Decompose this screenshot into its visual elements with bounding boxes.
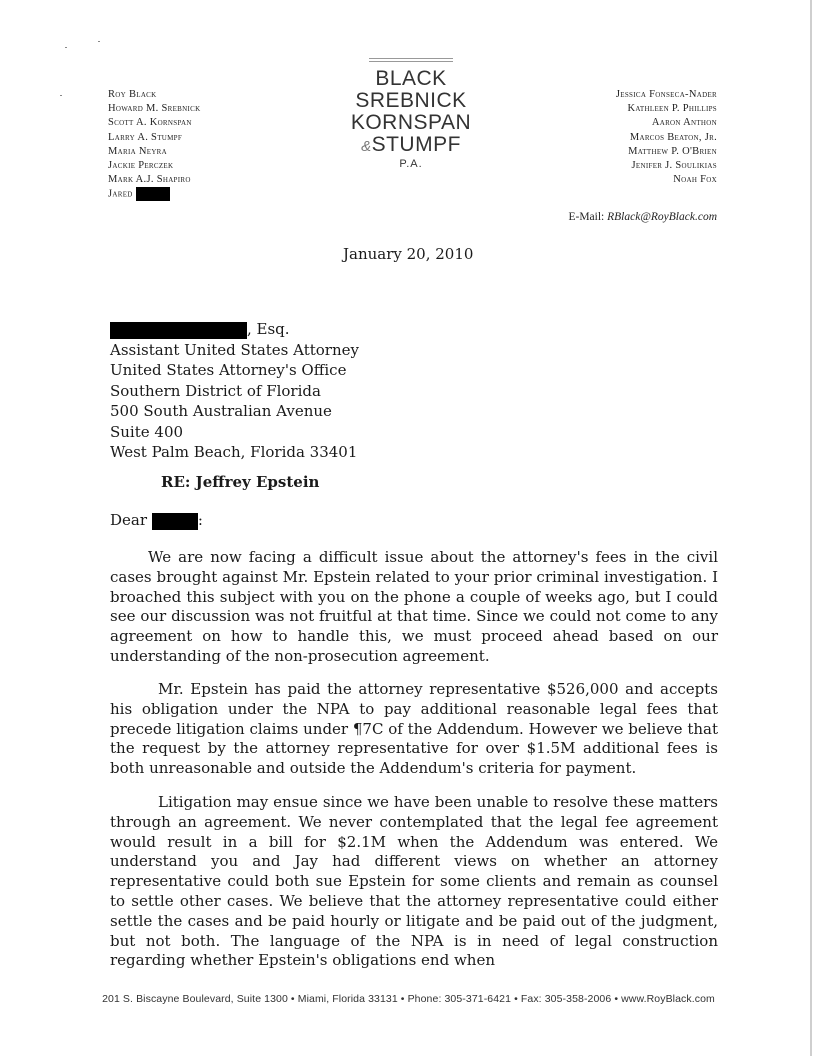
partner-name: Roy Black: [108, 89, 157, 100]
salutation-suffix: :: [197, 511, 203, 529]
partner-name: Jessica Fonseca-Nader: [615, 89, 717, 100]
address-line: Southern District of Florida: [110, 381, 321, 400]
body-paragraph: [110, 548, 718, 667]
subject-line: RE: Jeffrey Epstein: [161, 473, 320, 491]
paragraph-text: Mr. Epstein has paid the attorney representative $526,000 and accepts his obligation under the NPA to pay additional reasonable legal fees that precede litigation claims under ¶7C of the Addendum. However we believe that the request by the attorney representative for over $1.5M additional fees is both unreasonable and outside the Addendum's criteria for payment.: [110, 680, 718, 778]
logo-word: SREBNICK: [355, 89, 467, 112]
partners-right-column: [616, 88, 717, 187]
partner-name: Aaron Anthon: [651, 117, 717, 129]
redaction-box: [110, 322, 247, 339]
recipient-suffix: , Esq.: [247, 320, 290, 338]
address-line: West Palm Beach, Florida 33401: [110, 443, 358, 461]
logo-ampersand: &: [361, 138, 372, 155]
scan-speck: [98, 41, 100, 42]
recipient-address: [110, 319, 359, 463]
letterhead-footer: 201 S. Biscayne Boulevard, Suite 1300 • Miami, Florida 33131 • Phone: 305-371-6421 • Fax: 305-358-2006 • www.RoyBlack.com: [102, 993, 715, 1005]
partner-name: Jackie Perczek: [108, 160, 174, 172]
page-edge: [810, 0, 812, 1056]
email-line: [568, 211, 717, 223]
partner-name: Larry A. Stumpf: [108, 131, 183, 143]
partner-name: Marcos Beaton, Jr.: [629, 131, 717, 143]
email-address: RBlack@RoyBlack.com: [607, 211, 717, 223]
partners-left-column: [108, 88, 200, 202]
logo-word-line: [340, 134, 482, 158]
scan-speck: [65, 47, 67, 48]
partner-name: Mark A.J. Shapiro: [108, 174, 191, 186]
firm-logo: [340, 58, 482, 170]
salutation-prefix: Dear: [110, 511, 148, 529]
body-paragraph: [110, 680, 718, 779]
logo-word: STUMPF: [371, 133, 461, 156]
body-paragraph: [110, 793, 718, 971]
logo-rule-top: [369, 61, 453, 62]
partner-name: Maria Neyra: [108, 145, 168, 157]
partner-name-redacted: [108, 187, 200, 202]
redaction-box: [136, 187, 170, 201]
address-line: Assistant United States Attorney: [110, 340, 359, 359]
paragraph-text: We are now facing a difficult issue about the attorney's fees in the civil cases brought against Mr. Epstein related to your prior criminal investigation. I broached this subject with you on the phone a couple of weeks ago, but I could see our discussion was not fruitful at that time. Since we could not come to any agreement on how to handle this, we must proceed ahead based on our understanding of the non-prosecution agreement.: [110, 548, 718, 665]
partner-name: Noah Fox: [673, 174, 717, 186]
logo-word: BLACK: [375, 67, 447, 90]
partner-name: Matthew P. O'Brien: [628, 145, 717, 157]
partner-name: Kathleen P. Phillips: [627, 103, 717, 115]
partner-name: Howard M. Srebnick: [108, 103, 201, 115]
partner-name: Scott A. Kornspan: [108, 117, 192, 129]
recipient-name-line: [110, 319, 359, 340]
address-line: 500 South Australian Avenue: [110, 402, 332, 420]
letter-date: January 20, 2010: [343, 245, 474, 263]
partner-name: Jenifer J. Soulikias: [631, 160, 717, 172]
partner-first-name: Jared: [108, 188, 133, 200]
paragraph-text: Litigation may ensue since we have been unable to resolve these matters through an agreement. We never contemplated that the legal fee agreement would result in a bill for $2.1M when the Addendum was entered. We understand you and Jay had different views on whether an attorney representative could both sue Epstein for some clients and remain as counsel to settle other cases. We believe that the attorney representative could either settle the cases and be paid hourly or litigate and be paid out of the judgment, but not both. The language of the NPA is in need of legal construction regarding whether Epstein's obligations end when: [110, 793, 718, 970]
scan-speck: [60, 95, 62, 96]
salutation: [110, 511, 203, 530]
logo-word: KORNSPAN: [350, 111, 472, 134]
logo-rule-top: [369, 58, 453, 59]
address-line: United States Attorney's Office: [110, 361, 347, 379]
logo-pa: P.A.: [399, 158, 423, 170]
address-line: Suite 400: [110, 422, 184, 441]
email-label: E-Mail:: [568, 211, 605, 223]
redaction-box: [152, 513, 198, 530]
